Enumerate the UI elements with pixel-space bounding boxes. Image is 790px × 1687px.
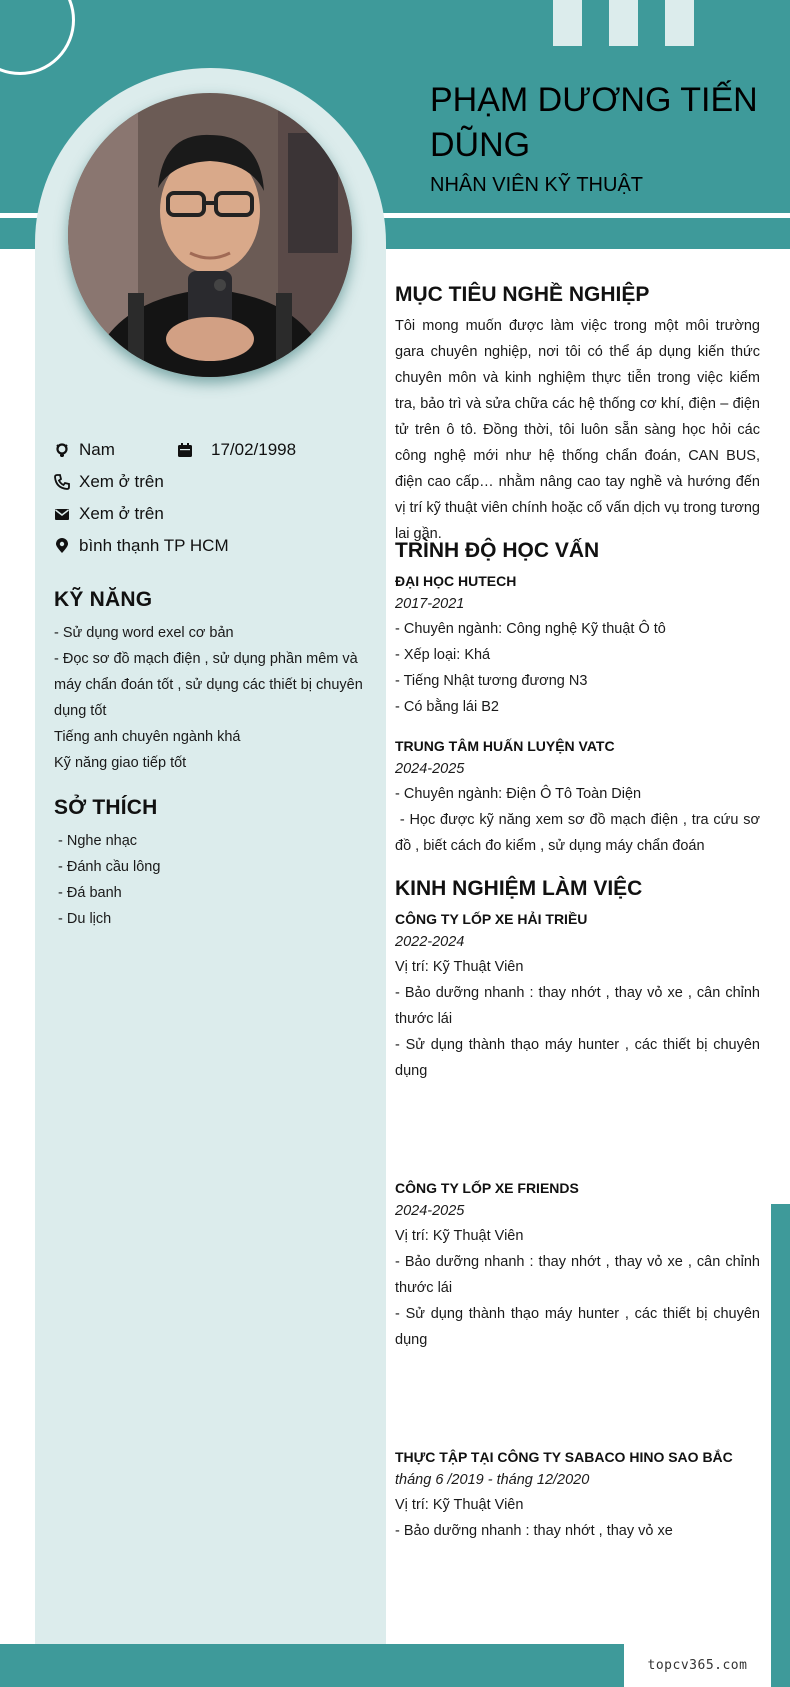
gender-value: Nam xyxy=(79,440,115,459)
skill-item: Kỹ năng giao tiếp tốt xyxy=(54,755,187,771)
objective-text: Tôi mong muốn được làm việc trong một môi trường gara chuyên nghiệp, nơi tôi có thể áp dụng kiến thức chuyên môn và kinh nghiệm thực tiễn trong việc kiểm tra, bảo trì và sửa chữa các hệ thống cơ khí, điện – điện tử trên ô tô. Đồng thời, tôi luôn sẵn sàng học hỏi các công nghệ mới như hệ thống chẩn đoán, CAN BUS, điện cao cấp… nhằm nâng cao tay nghề và hướng đến vị trí kỹ thuật viên chính hoặc cố vấn dịch vụ trong tương lai gần. xyxy=(395,318,760,542)
decorative-side-bar xyxy=(771,1204,790,1687)
decorative-bar xyxy=(553,0,582,46)
education-detail: - Xếp loại: Khá xyxy=(395,647,491,663)
job-detail: Vị trí: Kỹ Thuật Viên xyxy=(395,1497,524,1513)
skill-item: - Sử dụng word exel cơ bản xyxy=(54,625,234,641)
birthdate-row xyxy=(177,440,296,460)
skills-heading: KỸ NĂNG xyxy=(54,588,153,611)
school-period: 2017-2021 xyxy=(395,596,465,612)
job-detail: - Sử dụng thành thạo máy hunter , các thiết bị chuyên dụng xyxy=(395,1306,760,1348)
gender-icon xyxy=(54,442,70,458)
envelope-icon xyxy=(54,506,70,522)
job-detail: - Sử dụng thành thạo máy hunter , các thiết bị chuyên dụng xyxy=(395,1037,760,1079)
job-detail: - Bảo dưỡng nhanh : thay nhớt , thay vỏ xe , cân chỉnh thước lái xyxy=(395,1254,760,1296)
education-detail: - Chuyên ngành: Điện Ô Tô Toàn Diện xyxy=(395,786,642,802)
hobby-item: - Đá banh xyxy=(54,885,122,901)
hobby-item: - Nghe nhạc xyxy=(54,833,138,849)
brand-box xyxy=(624,1644,771,1687)
gender-row xyxy=(54,440,115,460)
education-heading: TRÌNH ĐỘ HỌC VẤN xyxy=(395,539,600,562)
education-detail: - Chuyên ngành: Công nghệ Kỹ thuật Ô tô xyxy=(395,621,666,637)
address-value: bình thạnh TP HCM xyxy=(79,536,229,555)
company-name: CÔNG TY LỐP XE FRIENDS xyxy=(395,1180,579,1196)
company-name: THỰC TẬP TẠI CÔNG TY SABACO HINO SAO BẮC xyxy=(395,1449,733,1465)
email-row xyxy=(54,504,164,524)
phone-icon xyxy=(54,474,70,490)
school-name: TRUNG TÂM HUẤN LUYỆN VATC xyxy=(395,738,615,754)
hobbies-heading: SỞ THÍCH xyxy=(54,796,158,819)
job-detail: Vị trí: Kỹ Thuật Viên xyxy=(395,959,524,975)
map-pin-icon xyxy=(54,538,70,554)
education-detail: - Học được kỹ năng xem sơ đồ mạch điện , tra cứu sơ đồ , biết cách đo kiểm , sử dụng máy chẩn đoán xyxy=(395,812,765,854)
company-name: CÔNG TY LỐP XE HẢI TRIỀU xyxy=(395,911,588,927)
job-period: 2022-2024 xyxy=(395,934,465,950)
school-name: ĐẠI HỌC HUTECH xyxy=(395,573,517,589)
experience-heading: KINH NGHIỆM LÀM VIỆC xyxy=(395,877,643,900)
school-period: 2024-2025 xyxy=(395,761,465,777)
birthdate-value: 17/02/1998 xyxy=(211,440,297,459)
candidate-name: PHẠM DƯƠNG TIẾN DŨNG xyxy=(430,81,758,164)
hobby-item: - Du lịch xyxy=(54,911,112,927)
job-detail: Vị trí: Kỹ Thuật Viên xyxy=(395,1228,524,1244)
email-value: Xem ở trên xyxy=(79,504,164,523)
education-detail: - Tiếng Nhật tương đương N3 xyxy=(395,673,588,689)
objective-heading: MỤC TIÊU NGHỀ NGHIỆP xyxy=(395,283,650,306)
skill-item: - Đọc sơ đồ mạch điện , sử dụng phần mêm và máy chẩn đoán tốt , sử dụng các thiết bị chuyên dụng tốt xyxy=(54,651,363,719)
hobby-item: - Đánh cầu lông xyxy=(54,859,161,875)
job-detail: - Bảo dưỡng nhanh : thay nhớt , thay vỏ xe xyxy=(395,1523,673,1539)
skill-item: Tiếng anh chuyên ngành khá xyxy=(54,729,241,745)
education-detail: - Có bằng lái B2 xyxy=(395,699,499,715)
phone-value: Xem ở trên xyxy=(79,472,164,491)
job-detail: - Bảo dưỡng nhanh : thay nhớt , thay vỏ xe , cân chỉnh thước lái xyxy=(395,985,760,1027)
decorative-bar xyxy=(609,0,638,46)
address-row xyxy=(54,536,229,556)
brand-watermark: topcv365.com xyxy=(647,1658,748,1673)
job-period: 2024-2025 xyxy=(395,1203,465,1219)
phone-row xyxy=(54,472,164,492)
job-period: tháng 6 /2019 - tháng 12/2020 xyxy=(395,1472,590,1488)
decorative-bar xyxy=(665,0,694,46)
job-title: NHÂN VIÊN KỸ THUẬT xyxy=(430,174,643,196)
calendar-icon xyxy=(177,442,193,458)
avatar xyxy=(68,93,352,377)
